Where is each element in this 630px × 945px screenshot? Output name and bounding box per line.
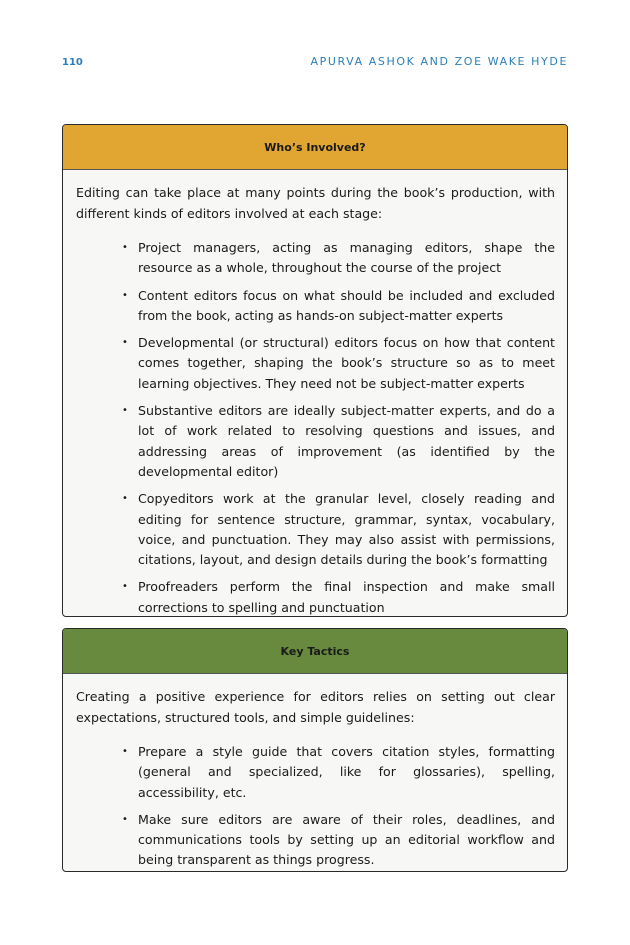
bullet-icon: • bbox=[122, 493, 128, 505]
whos-involved-list bbox=[76, 238, 555, 617]
list-item: • Substantive editors are ideally subject-matter experts, and do a lot of work related to resolving questions and issues, and addressing areas of improvement (as identified by the developmental editor) bbox=[122, 403, 555, 479]
bullet-icon: • bbox=[122, 746, 128, 757]
bullet-icon: • bbox=[122, 289, 128, 301]
bullet-icon: • bbox=[122, 242, 128, 253]
key-tactics-box bbox=[62, 628, 568, 872]
key-tactics-list bbox=[76, 742, 555, 871]
list-item: • Proofreaders perform the final inspection and make small corrections to spelling and punctuation bbox=[122, 579, 555, 615]
running-head: APURVA ASHOK AND ZOE WAKE HYDE bbox=[310, 55, 568, 68]
list-item: • Developmental (or structural) editors focus on how that content comes together, shaping the book’s structure so as to meet learning objectives. They need not be subject-matter experts bbox=[122, 335, 555, 391]
whos-involved-intro: Editing can take place at many points during the book’s production, with different kinds of editors involved at each stage: bbox=[76, 185, 555, 221]
list-item: • Prepare a style guide that covers citation styles, formatting (general and specialized, like for glossaries), spelling, accessibility, etc. bbox=[122, 744, 555, 800]
key-tactics-title: Key Tactics bbox=[63, 629, 567, 674]
list-item: • Content editors focus on what should be included and excluded from the book, acting as hands-on subject-matter experts bbox=[122, 287, 555, 323]
key-tactics-intro: Creating a positive experience for editors relies on setting out clear expectations, structured tools, and simple guidelines: bbox=[76, 689, 555, 725]
bullet-icon: • bbox=[122, 337, 128, 349]
bullet-icon: • bbox=[122, 405, 128, 417]
list-item: • Make sure editors are aware of their roles, deadlines, and communications tools by setting up an editorial workflow and being transparent as things progress. bbox=[122, 811, 555, 868]
list-item: • Project managers, acting as managing editors, shape the resource as a whole, throughout the course of the project bbox=[122, 240, 555, 276]
whos-involved-title: Who’s Involved? bbox=[63, 125, 567, 170]
list-item: • Copyeditors work at the granular level, closely reading and editing for sentence structure, grammar, syntax, vocabulary, voice, and punctuation. They may also assist with permissions, citations, layout, and design details during the book’s formatting bbox=[122, 491, 555, 568]
bullet-icon: • bbox=[122, 581, 128, 593]
page-number: 110 bbox=[62, 57, 83, 68]
whos-involved-box bbox=[62, 124, 568, 617]
bullet-icon: • bbox=[122, 813, 128, 825]
